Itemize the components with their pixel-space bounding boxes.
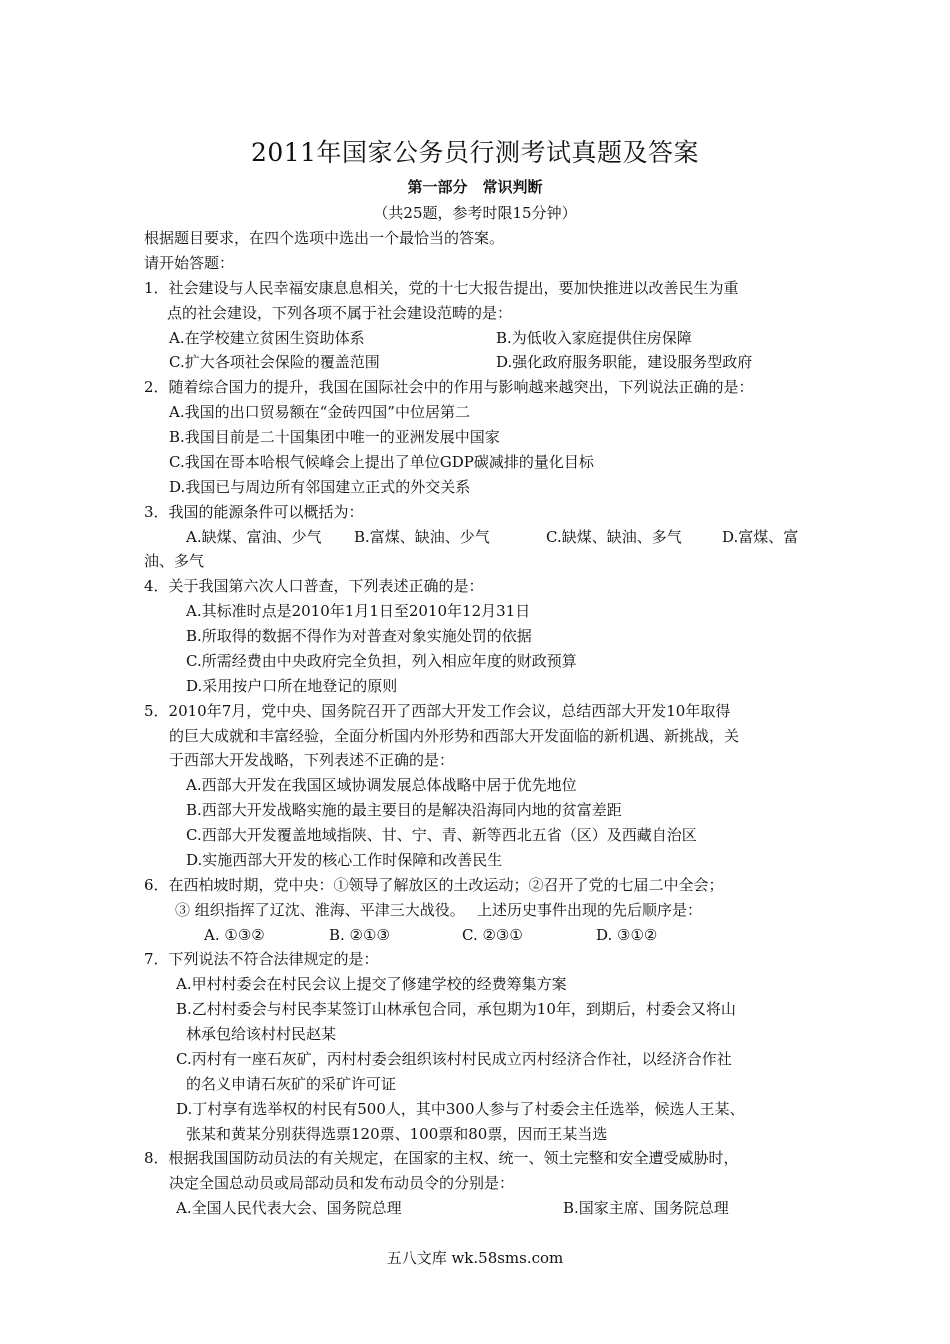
question-7-option-b: B.乙村村委会与村民李某签订山林承包合同，承包期为10年，到期后，村委会又将山 [176,1000,736,1018]
question-7-option-d: D.丁村享有选举权的村民有500人，其中300人参与了村委会主任选举，候选人王某、 [176,1100,745,1118]
question-3-option-d-cont: 油、多气 [144,552,205,570]
question-8-stem-cont: 决定全国总动员或局部动员和发布动员令的分别是： [169,1174,515,1192]
question-2-stem: 2．随着综合国力的提升，我国在国际社会中的作用与影响越来越突出，下列说法正确的是： [144,378,754,396]
question-4-option-d: D.采用按户口所在地登记的原则 [186,677,398,695]
question-6-option-a: A. ①③② [204,926,265,944]
question-8-option-a: A.全国人民代表大会、国务院总理 [176,1199,402,1217]
question-6-stem: 6．在西柏坡时期，党中央：①领导了解放区的土改运动；②召开了党的七届二中全会； [144,876,724,894]
question-1-option-b: B.为低收入家庭提供住房保障 [496,329,692,347]
start-text: 请开始答题： [144,254,235,272]
question-2-option-a: A.我国的出口贸易额在“金砖四国”中位居第二 [169,403,470,421]
question-6-stem-cont: ③ 组织指挥了辽沈、淮海、平津三大战役。 上述历史事件出现的先后顺序是： [175,901,703,919]
instruction-text: 根据题目要求，在四个选项中选出一个最恰当的答案。 [144,229,505,247]
question-3-option-b: B.富煤、缺油、少气 [354,528,490,546]
question-5-option-d: D.实施西部大开发的核心工作时保障和改善民生 [186,851,503,869]
question-1-option-d: D.强化政府服务职能，建设服务型政府 [496,353,753,371]
question-5-stem-cont: 的巨大成就和丰富经验，全面分析国内外形势和西部大开发面临的新机遇、新挑战，关 [169,727,740,745]
section-note: （共25题，参考时限15分钟） [373,204,577,222]
question-4-option-c: C.所需经费由中央政府完全负担，列入相应年度的财政预算 [186,652,577,670]
question-8-stem: 8．根据我国国防动员法的有关规定，在国家的主权、统一、领土完整和安全遭受威胁时， [144,1149,739,1167]
question-7-option-b-cont: 林承包给该村村民赵某 [186,1025,337,1043]
question-2-option-c: C.我国在哥本哈根气候峰会上提出了单位GDP碳减排的量化目标 [169,453,594,471]
section-heading: 第一部分 常识判断 [407,178,543,196]
question-4-option-b: B.所取得的数据不得作为对普查对象实施处罚的依据 [186,627,532,645]
question-2-option-d: D.我国已与周边所有邻国建立正式的外交关系 [169,478,471,496]
question-3-option-c: C.缺煤、缺油、多气 [546,528,682,546]
question-5-stem: 5．2010年7月，党中央、国务院召开了西部大开发工作会议，总结西部大开发10年取得 [144,702,731,720]
page-footer: 五八文库 wk.58sms.com [386,1249,564,1267]
question-5-option-b: B.西部大开发战略实施的最主要目的是解决沿海同内地的贫富差距 [186,801,622,819]
question-1-option-c: C.扩大各项社会保险的覆盖范围 [169,353,380,371]
question-3-option-a: A.缺煤、富油、少气 [186,528,322,546]
question-6-option-b: B. ②①③ [329,926,390,944]
question-7-option-d-cont: 张某和黄某分别获得选票120票、100票和80票，因而王某当选 [186,1125,608,1143]
question-7-stem: 7．下列说法不符合法律规定的是： [144,950,379,968]
question-7-option-c: C.丙村有一座石灰矿，丙村村委会组织该村村民成立丙村经济合作社，以经济合作社 [176,1050,732,1068]
question-6-option-d: D. ③①② [596,926,658,944]
question-7-option-a: A.甲村村委会在村民会议上提交了修建学校的经费筹集方案 [176,975,567,993]
question-3-option-d: D.富煤、富 [722,528,799,546]
question-5-option-c: C.西部大开发覆盖地域指陕、甘、宁、青、新等西北五省（区）及西藏自治区 [186,826,697,844]
question-7-option-c-cont: 的名义申请石灰矿的采矿许可证 [186,1075,397,1093]
question-1-stem-cont: 点的社会建设，下列各项不属于社会建设范畴的是： [167,304,513,322]
question-4-stem: 4．关于我国第六次人口普查，下列表述正确的是： [144,577,484,595]
question-5-option-a: A.西部大开发在我国区域协调发展总体战略中居于优先地位 [186,776,577,794]
question-4-option-a: A.其标准时点是2010年1月1日至2010年12月31日 [186,602,531,620]
question-6-option-c: C. ②③① [462,926,523,944]
question-1-stem: 1．社会建设与人民幸福安康息息相关，党的十七大报告提出，要加快推进以改善民生为重 [144,279,739,297]
question-5-stem-cont-2: 于西部大开发战略，下列表述不正确的是： [169,751,455,769]
question-2-option-b: B.我国目前是二十国集团中唯一的亚洲发展中国家 [169,428,500,446]
question-3-stem: 3．我国的能源条件可以概括为： [144,503,364,521]
document-title: 2011年国家公务员行测考试真题及答案 [250,138,700,167]
question-1-option-a: A.在学校建立贫困生资助体系 [169,329,365,347]
question-8-option-b: B.国家主席、国务院总理 [563,1199,729,1217]
